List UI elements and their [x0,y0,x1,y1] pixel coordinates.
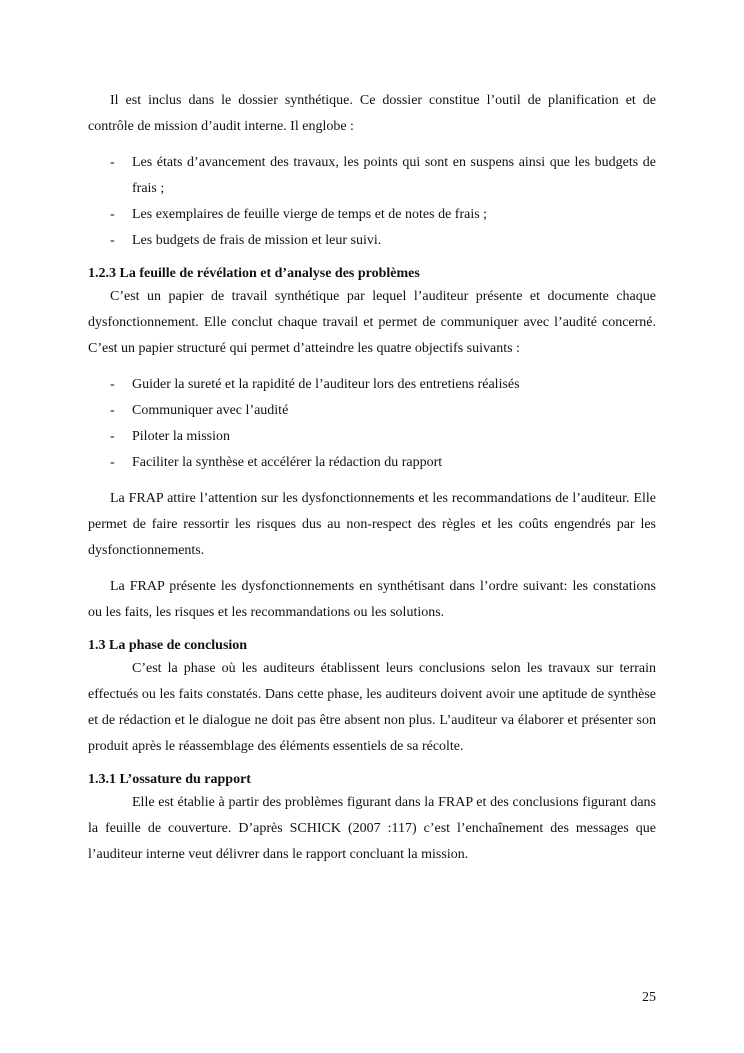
page-number: 25 [642,990,656,1005]
list-item: - Communiquer avec l’audité [88,398,656,424]
list-item: - Les états d’avancement des travaux, les points qui sont en suspens ainsi que les budgets de frais ; [88,150,656,202]
section-heading-ossature: 1.3.1 L’ossature du rapport [88,772,251,787]
paragraph-frap-definition: C’est un papier de travail synthétique par lequel l’auditeur présente et documente chaque dysfonctionnement. Elle conclut chaque travail et permet de communiquer avec l’audité concerné. C’est un papier structuré qui permet d’atteindre les quatre objectifs suivants : [88,289,656,356]
list-dash: - [110,403,115,418]
paragraph-dossier-synthetique: Il est inclus dans le dossier synthétique. Ce dossier constitue l’outil de planification et de contrôle de mission d’audit interne. Il englobe : [88,93,656,134]
list-item: - Les budgets de frais de mission et leur suivi. [88,228,656,254]
paragraph-frap-order: La FRAP présente les dysfonctionnements en synthétisant dans l’ordre suivant: les constations ou les faits, les risques et les recommandations ou les solutions. [88,579,656,620]
paragraph-frap-attention: La FRAP attire l’attention sur les dysfonctionnements et les recommandations de l’auditeur. Elle permet de faire ressortir les risques dus au non-respect des règles et les coûts engendrés par les dysfonctionnements. [88,491,656,558]
frap-objectives-list [88,372,656,476]
list-dash: - [110,207,115,222]
list-dash: - [110,233,115,248]
list-dash: - [110,429,115,444]
list-item: - Guider la sureté et la rapidité de l’auditeur lors des entretiens réalisés [88,372,656,398]
paragraph-conclusion-phase: C’est la phase où les auditeurs établissent leurs conclusions selon les travaux sur terrain effectués ou les faits constatés. Dans cette phase, les auditeurs doivent avoir une aptitude de synthèse et de rédaction et le dialogue ne doit pas être absent non plus. L’auditeur va élaborer et présenter son produit après le réassemblage des éléments essentiels de sa récolte. [88,661,656,754]
list-item: - Faciliter la synthèse et accélérer la rédaction du rapport [88,450,656,476]
paragraph-ossature: Elle est établie à partir des problèmes figurant dans la FRAP et des conclusions figurant dans la feuille de couverture. D’après SCHICK (2007 :117) c’est l’enchaînement des messages que l’auditeur interne veut délivrer dans le rapport concluant la mission. [88,795,656,862]
dossier-contents-list [88,150,656,254]
list-item: - Les exemplaires de feuille vierge de temps et de notes de frais ; [88,202,656,228]
section-heading-conclusion: 1.3 La phase de conclusion [88,638,248,653]
list-item: - Piloter la mission [88,424,656,450]
section-heading-frap: 1.2.3 La feuille de révélation et d’analyse des problèmes [88,266,420,281]
list-dash: - [110,377,115,392]
list-dash: - [110,455,115,470]
list-dash: - [110,155,115,170]
page-content [88,88,656,868]
